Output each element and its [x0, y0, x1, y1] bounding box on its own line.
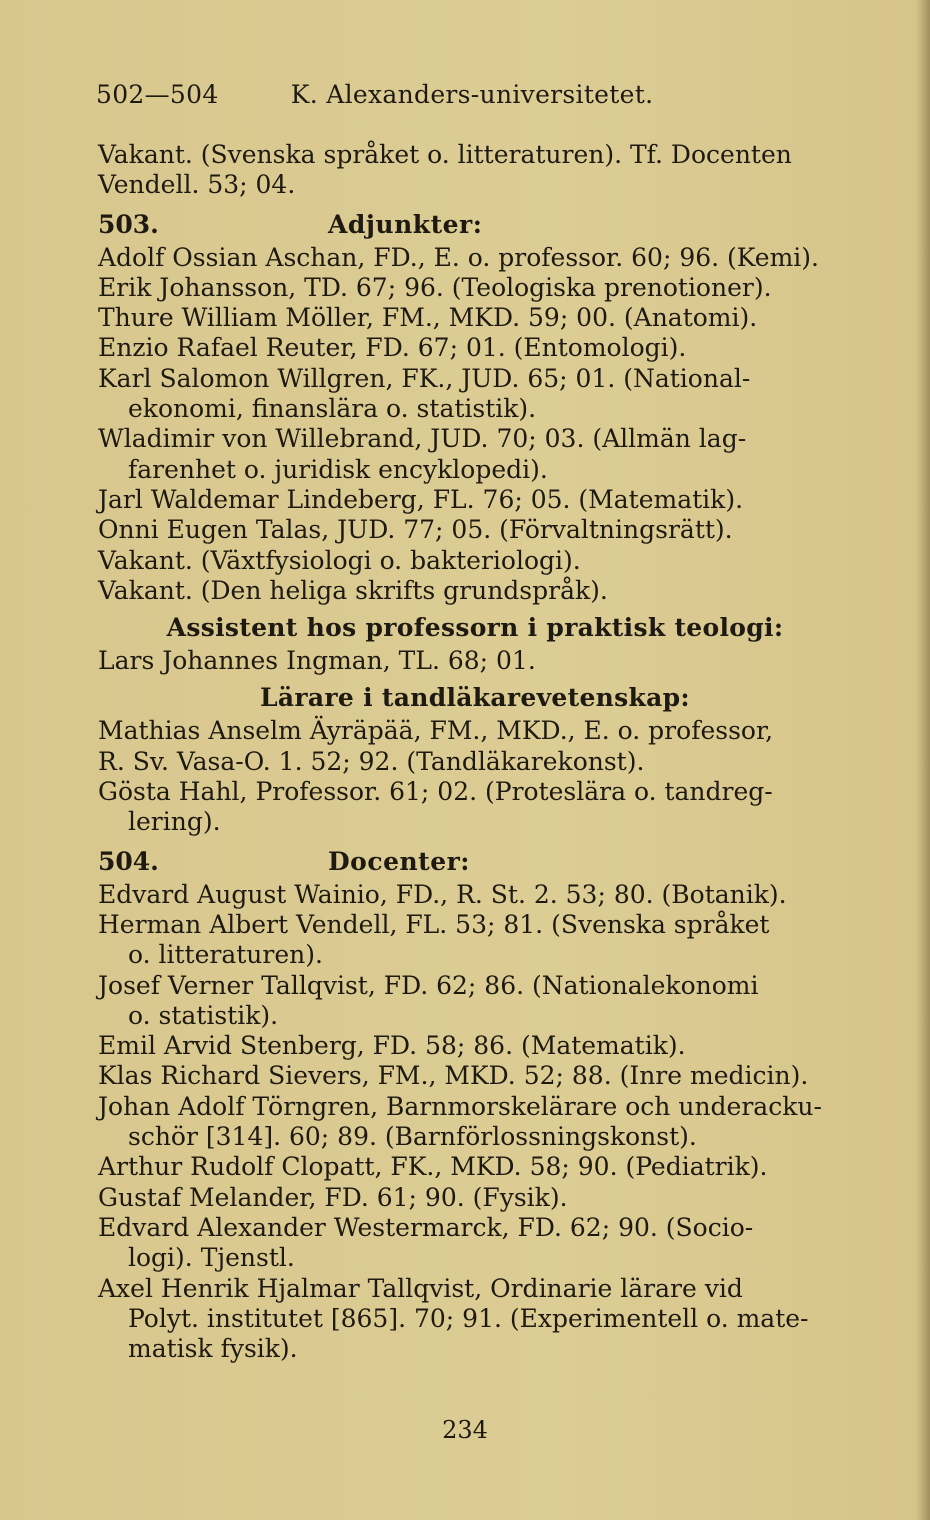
adjunkter-list: [98, 243, 872, 607]
entry-line: Herman Albert Vendell, FL. 53; 81. (Svenska språket: [98, 909, 770, 939]
entry-line: Axel Henrik Hjalmar Tallqvist, Ordinarie lärare vid: [98, 1273, 743, 1303]
assistent-list: [98, 646, 872, 676]
section-number: 504.: [98, 846, 159, 876]
page-range: 502—504: [96, 80, 219, 109]
intro-line: Vakant. (Svenska språket o. litteraturen). Tf. Docenten: [98, 140, 792, 169]
entry-line: Josef Verner Tallqvist, FD. 62; 86. (Nationalekonomi: [98, 970, 759, 1000]
entry-line: Karl Salomon Willgren, FK., JUD. 65; 01. (National-: [98, 363, 751, 393]
entry-line: schör [314]. 60; 89. (Barnförlossningskonst).: [128, 1122, 697, 1152]
entry-line: lering).: [128, 807, 221, 837]
entry-line: Jarl Waldemar Lindeberg, FL. 76; 05. (Matematik).: [98, 484, 744, 514]
entry-line: o. litteraturen).: [128, 940, 323, 970]
entry-line: Edvard Alexander Westermarck, FD. 62; 90. (Socio-: [98, 1212, 754, 1242]
entry-line: Johan Adolf Törngren, Barnmorskelärare och underacku-: [98, 1091, 822, 1121]
section-503-heading: [98, 207, 872, 243]
page-number: 234: [442, 1416, 488, 1444]
entry-line: matisk fysik).: [128, 1334, 298, 1364]
section-number: 503.: [98, 209, 159, 239]
entry-line: Polyt. institutet [865]. 70; 91. (Experimentell o. mate-: [128, 1303, 809, 1333]
entry-line: Onni Eugen Talas, JUD. 77; 05. (Förvaltningsrätt).: [98, 515, 733, 545]
larare-list: [98, 716, 872, 837]
entry-line: Vakant. (Växtfysiologi o. bakteriologi).: [98, 545, 581, 575]
intro-line: Vendell. 53; 04.: [98, 170, 296, 200]
docenter-list: [98, 880, 872, 1365]
larare-heading: Lärare i tandläkarevetenskap:: [260, 683, 690, 713]
entry-line: Erik Johansson, TD. 67; 96. (Teologiska prenotioner).: [98, 272, 772, 302]
running-head: [96, 80, 876, 109]
entry-line: farenhet o. juridisk encyklopedi).: [128, 454, 548, 484]
entry-line: Wladimir von Willebrand, JUD. 70; 03. (Allmän lag-: [98, 424, 747, 454]
entry-line: Klas Richard Sievers, FM., MKD. 52; 88. (Inre medicin).: [98, 1061, 809, 1091]
section-title: Adjunkter:: [328, 209, 483, 239]
entry-line: Adolf Ossian Aschan, FD., E. o. professor. 60; 96. (Kemi).: [98, 242, 819, 272]
section-504-heading: [98, 844, 872, 880]
entry-line: Lars Johannes Ingman, TL. 68; 01.: [98, 646, 536, 676]
page-edge-shadow: [916, 0, 930, 1520]
entry-line: Edvard August Wainio, FD., R. St. 2. 53; 80. (Botanik).: [98, 879, 787, 909]
entry-line: o. statistik).: [128, 1000, 279, 1030]
running-title: K. Alexanders-universitetet.: [290, 80, 654, 109]
body-text: [98, 140, 872, 1364]
section-title: Docenter:: [328, 846, 471, 876]
entry-line: Vakant. (Den heliga skrifts grundspråk).: [98, 575, 608, 605]
entry-line: logi). Tjenstl.: [128, 1243, 295, 1273]
assistent-heading: Assistent hos professorn i praktisk teologi:: [166, 613, 784, 643]
entry-line: Thure William Möller, FM., MKD. 59; 00. (Anatomi).: [98, 303, 758, 333]
entry-line: Gustaf Melander, FD. 61; 90. (Fysik).: [98, 1182, 568, 1212]
entry-line: Enzio Rafael Reuter, FD. 67; 01. (Entomologi).: [98, 333, 687, 363]
entry-line: R. Sv. Vasa-O. 1. 52; 92. (Tandläkarekonst).: [98, 746, 645, 776]
entry-line: Arthur Rudolf Clopatt, FK., MKD. 58; 90. (Pediatrik).: [98, 1152, 768, 1182]
entry-line: Mathias Anselm Äyräpää, FM., MKD., E. o. professor,: [98, 716, 774, 746]
entry-line: ekonomi, finanslära o. statistik).: [128, 394, 537, 424]
entry-line: Emil Arvid Stenberg, FD. 58; 86. (Matematik).: [98, 1031, 686, 1061]
entry-line: Gösta Hahl, Professor. 61; 02. (Proteslära o. tandreg-: [98, 777, 773, 807]
